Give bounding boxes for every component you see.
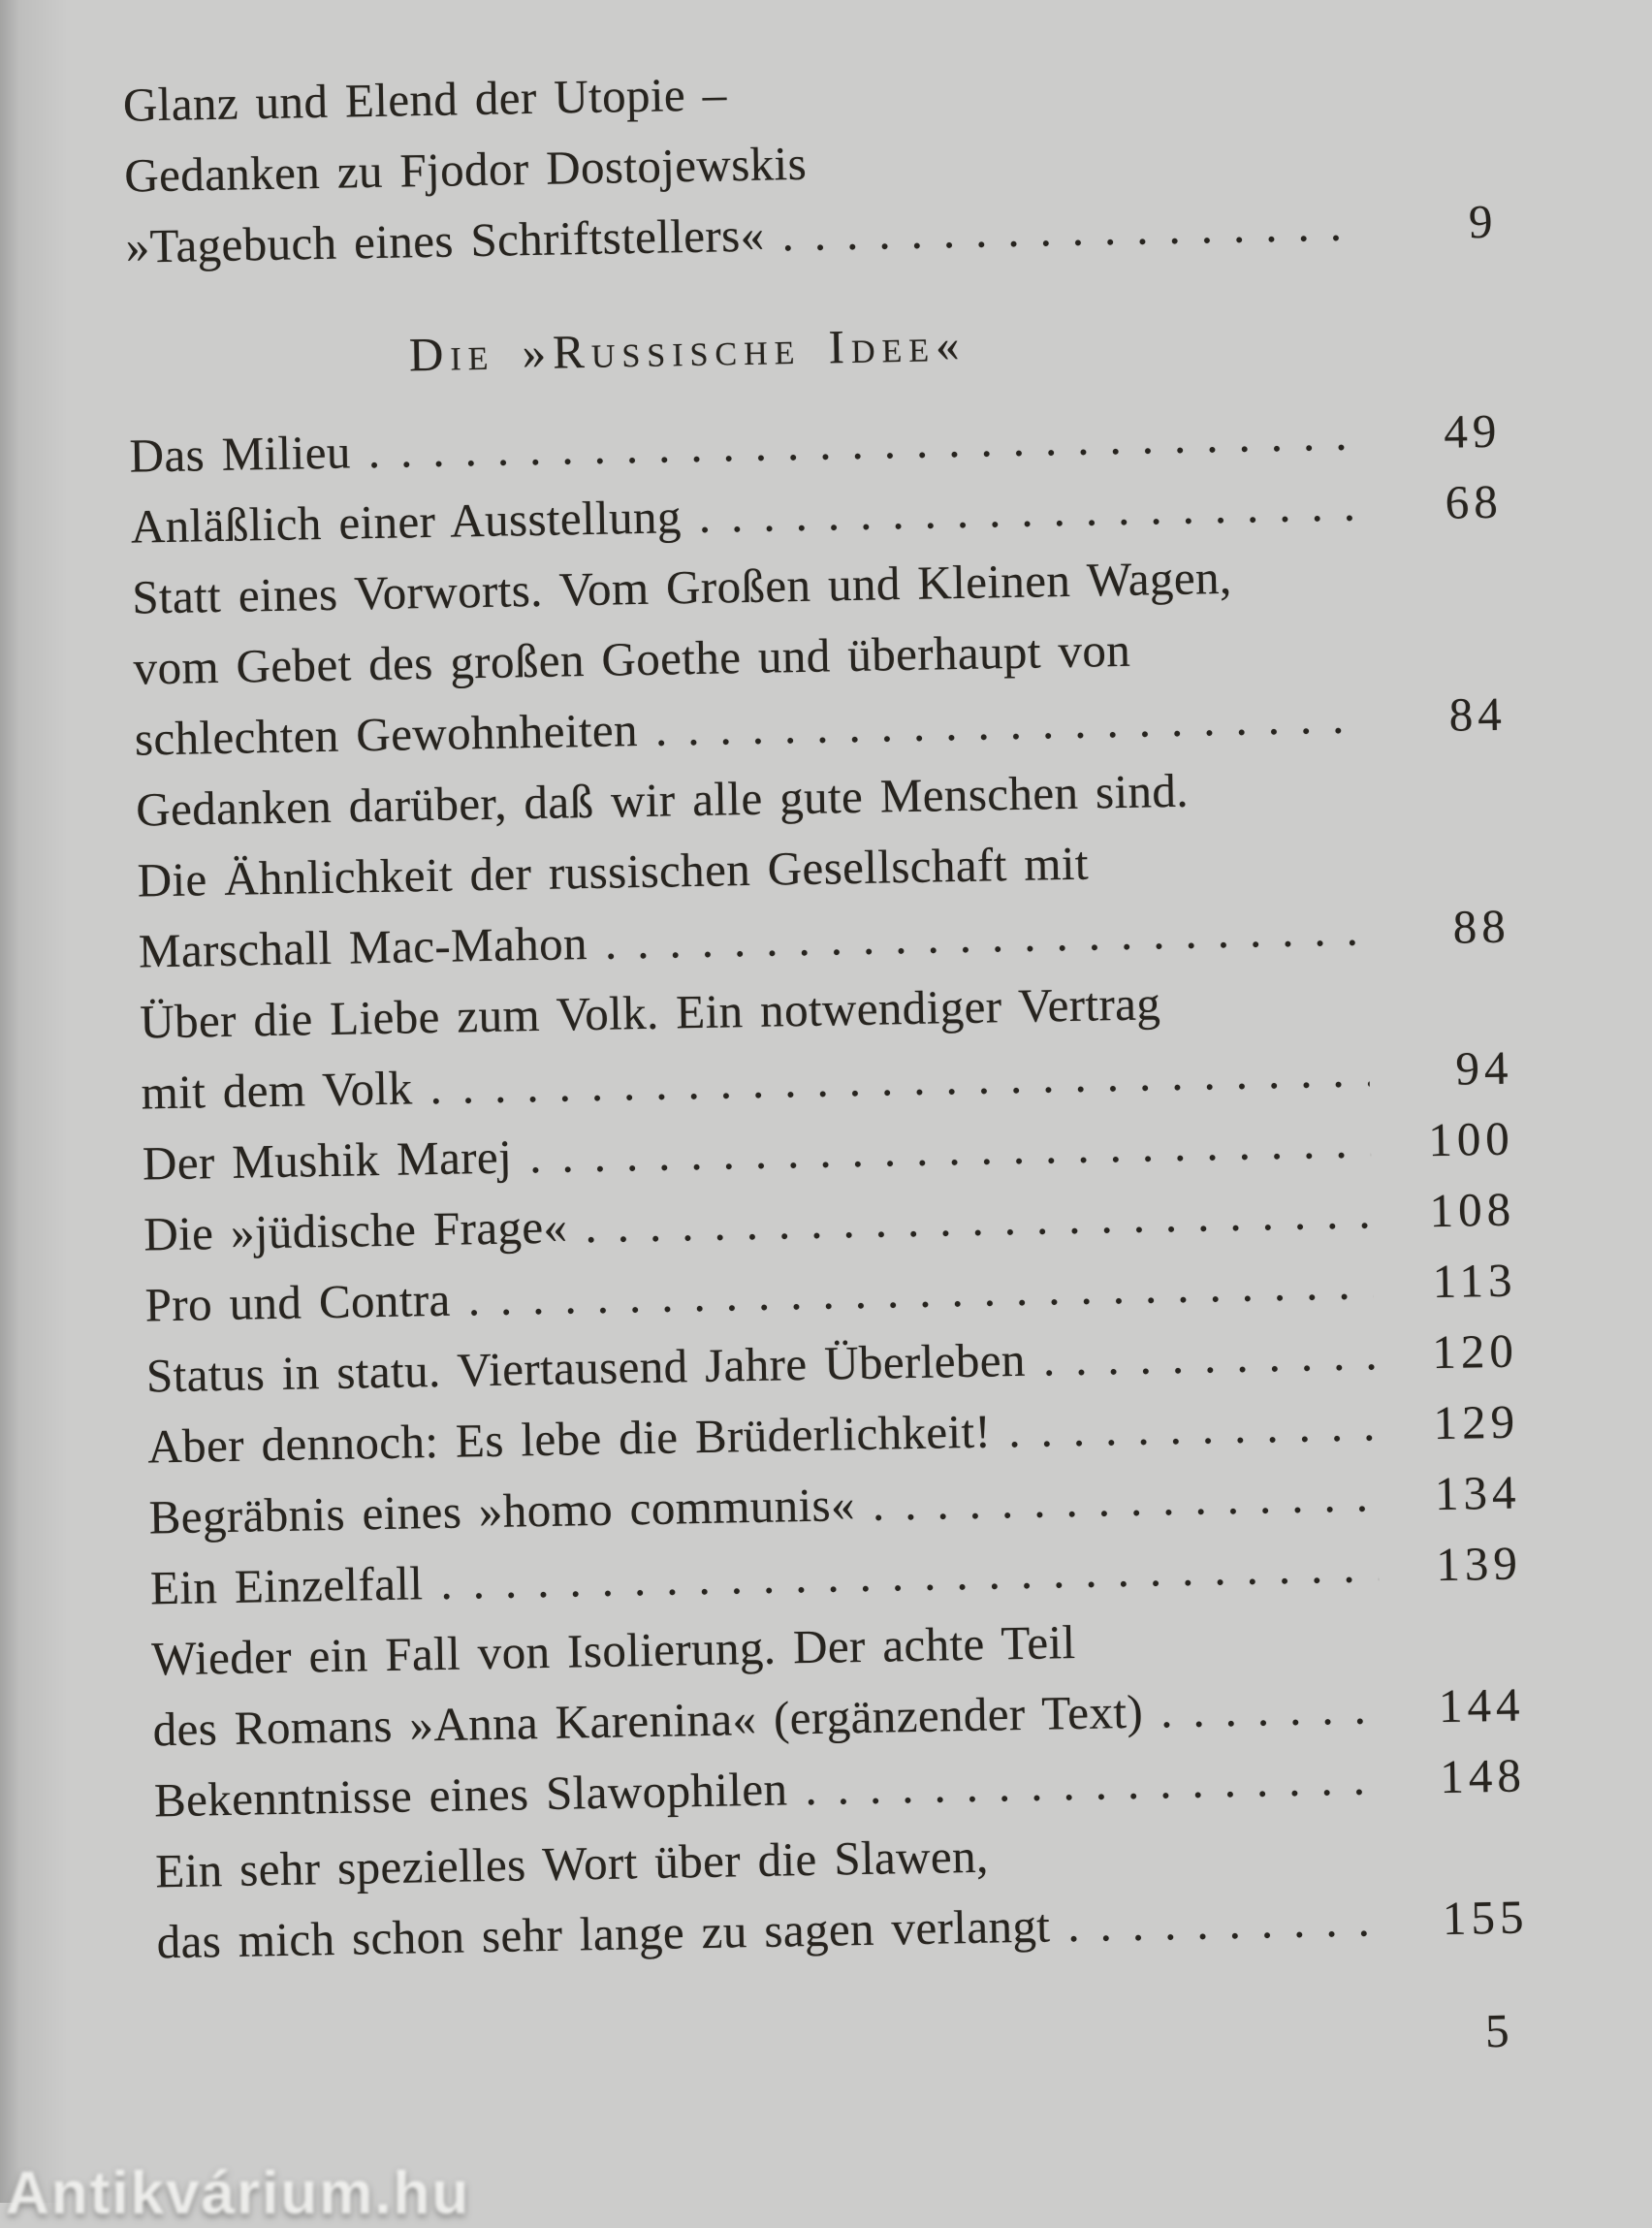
toc-entry xyxy=(122,45,1498,282)
toc-page-number: 108 xyxy=(1429,1182,1516,1238)
toc-entry-title: Marschall Mac-Mahon xyxy=(138,916,588,978)
toc-page-number: 148 xyxy=(1439,1748,1527,1804)
toc-entry xyxy=(132,537,1508,775)
section-heading: Die »Russische Idee« xyxy=(408,317,967,382)
toc-entry xyxy=(140,962,1513,1129)
toc-entry-line: Glanz und Elend der Utopie – xyxy=(122,67,728,132)
dot-leader xyxy=(1160,1671,1382,1746)
toc-page-number: 94 xyxy=(1454,1040,1513,1096)
toc-entry-line: Statt eines Vorworts. Vom Großen und Kleinen Wagen, xyxy=(131,550,1232,624)
toc-page-number: 155 xyxy=(1442,1890,1529,1946)
toc-entry-title: Der Mushik Marej xyxy=(142,1130,513,1191)
toc-page-number: 68 xyxy=(1445,474,1504,529)
toc-entry-title: Status in statu. Viertausend Jahre Überleben xyxy=(145,1332,1027,1403)
dot-leader xyxy=(805,1742,1383,1824)
dot-leader xyxy=(1067,1884,1386,1960)
dot-leader xyxy=(654,681,1363,764)
table-of-contents xyxy=(122,45,1532,2164)
toc-page-number: 129 xyxy=(1433,1394,1520,1450)
dot-leader xyxy=(604,893,1367,977)
toc-entry-line: Ein sehr spezielles Wort über die Slawen, xyxy=(154,1829,990,1898)
toc-entry-title: des Romans »Anna Karenina« (ergänzender Text) xyxy=(152,1684,1144,1757)
toc-page-number: 144 xyxy=(1438,1677,1525,1734)
toc-entry-title: Anläßlich einer Ausstellung xyxy=(130,490,683,554)
toc-entry-line: Wieder ein Fall von Isolierung. Der achte Teil xyxy=(150,1614,1076,1686)
toc-entry-line: vom Gebet des großen Goethe und überhaupt von xyxy=(133,622,1131,695)
dot-leader xyxy=(781,188,1354,270)
dot-leader xyxy=(872,1459,1378,1540)
toc-page-number: 84 xyxy=(1448,686,1508,742)
toc-entry-title: Bekenntnisse eines Slawophilen xyxy=(153,1762,788,1828)
toc-entry xyxy=(155,1810,1529,1977)
toc-page-number: 134 xyxy=(1434,1465,1521,1521)
page-folio-number: 5 xyxy=(1484,2003,1510,2058)
toc-entry-title: Begräbnis eines »homo communis« xyxy=(148,1478,856,1544)
toc-entry-title: Die »jüdische Frage« xyxy=(143,1199,568,1261)
toc-page-number: 113 xyxy=(1432,1253,1517,1309)
dot-leader xyxy=(1008,1388,1377,1466)
toc-page-number: 9 xyxy=(1468,194,1498,249)
toc-entry-line: Gedanken darüber, daß wir alle gute Menschen sind. xyxy=(135,763,1190,837)
toc-entry-title: mit dem Volk xyxy=(141,1061,413,1120)
watermark-text: Antikvárium.hu xyxy=(6,2160,471,2227)
toc-page-number: 139 xyxy=(1435,1536,1523,1592)
toc-page-number: 120 xyxy=(1431,1323,1519,1380)
toc-entry-title: Ein Einzelfall xyxy=(149,1556,424,1615)
toc-entry-title: Das Milieu xyxy=(129,425,352,483)
toc-entry-line: Gedanken zu Fjodor Dostojewskis xyxy=(123,136,808,203)
toc-entry xyxy=(151,1599,1525,1766)
toc-entry-line: Die Ähnlichkeit der russischen Gesellschaft mit xyxy=(137,836,1090,907)
toc-page-number: 100 xyxy=(1427,1111,1515,1167)
dot-leader xyxy=(1042,1318,1375,1394)
toc-entry-title: »Tagebuch eines Schriftstellers« xyxy=(125,207,765,273)
toc-entry-title: das mich schon sehr lange zu sagen verlangt xyxy=(156,1898,1051,1969)
toc-entry-title: Pro und Contra xyxy=(144,1272,452,1332)
toc-entry-line: Über die Liebe zum Volk. Ein notwendiger Vertrag xyxy=(139,976,1161,1049)
toc-page-number: 49 xyxy=(1443,403,1502,459)
toc-entry-title: schlechten Gewohnheiten xyxy=(134,703,639,766)
toc-page-number: 88 xyxy=(1452,899,1511,954)
toc-entry-title: Aber dennoch: Es lebe die Brüderlichkeit! xyxy=(146,1404,992,1474)
toc-entry xyxy=(136,749,1511,987)
dot-leader xyxy=(698,468,1359,551)
